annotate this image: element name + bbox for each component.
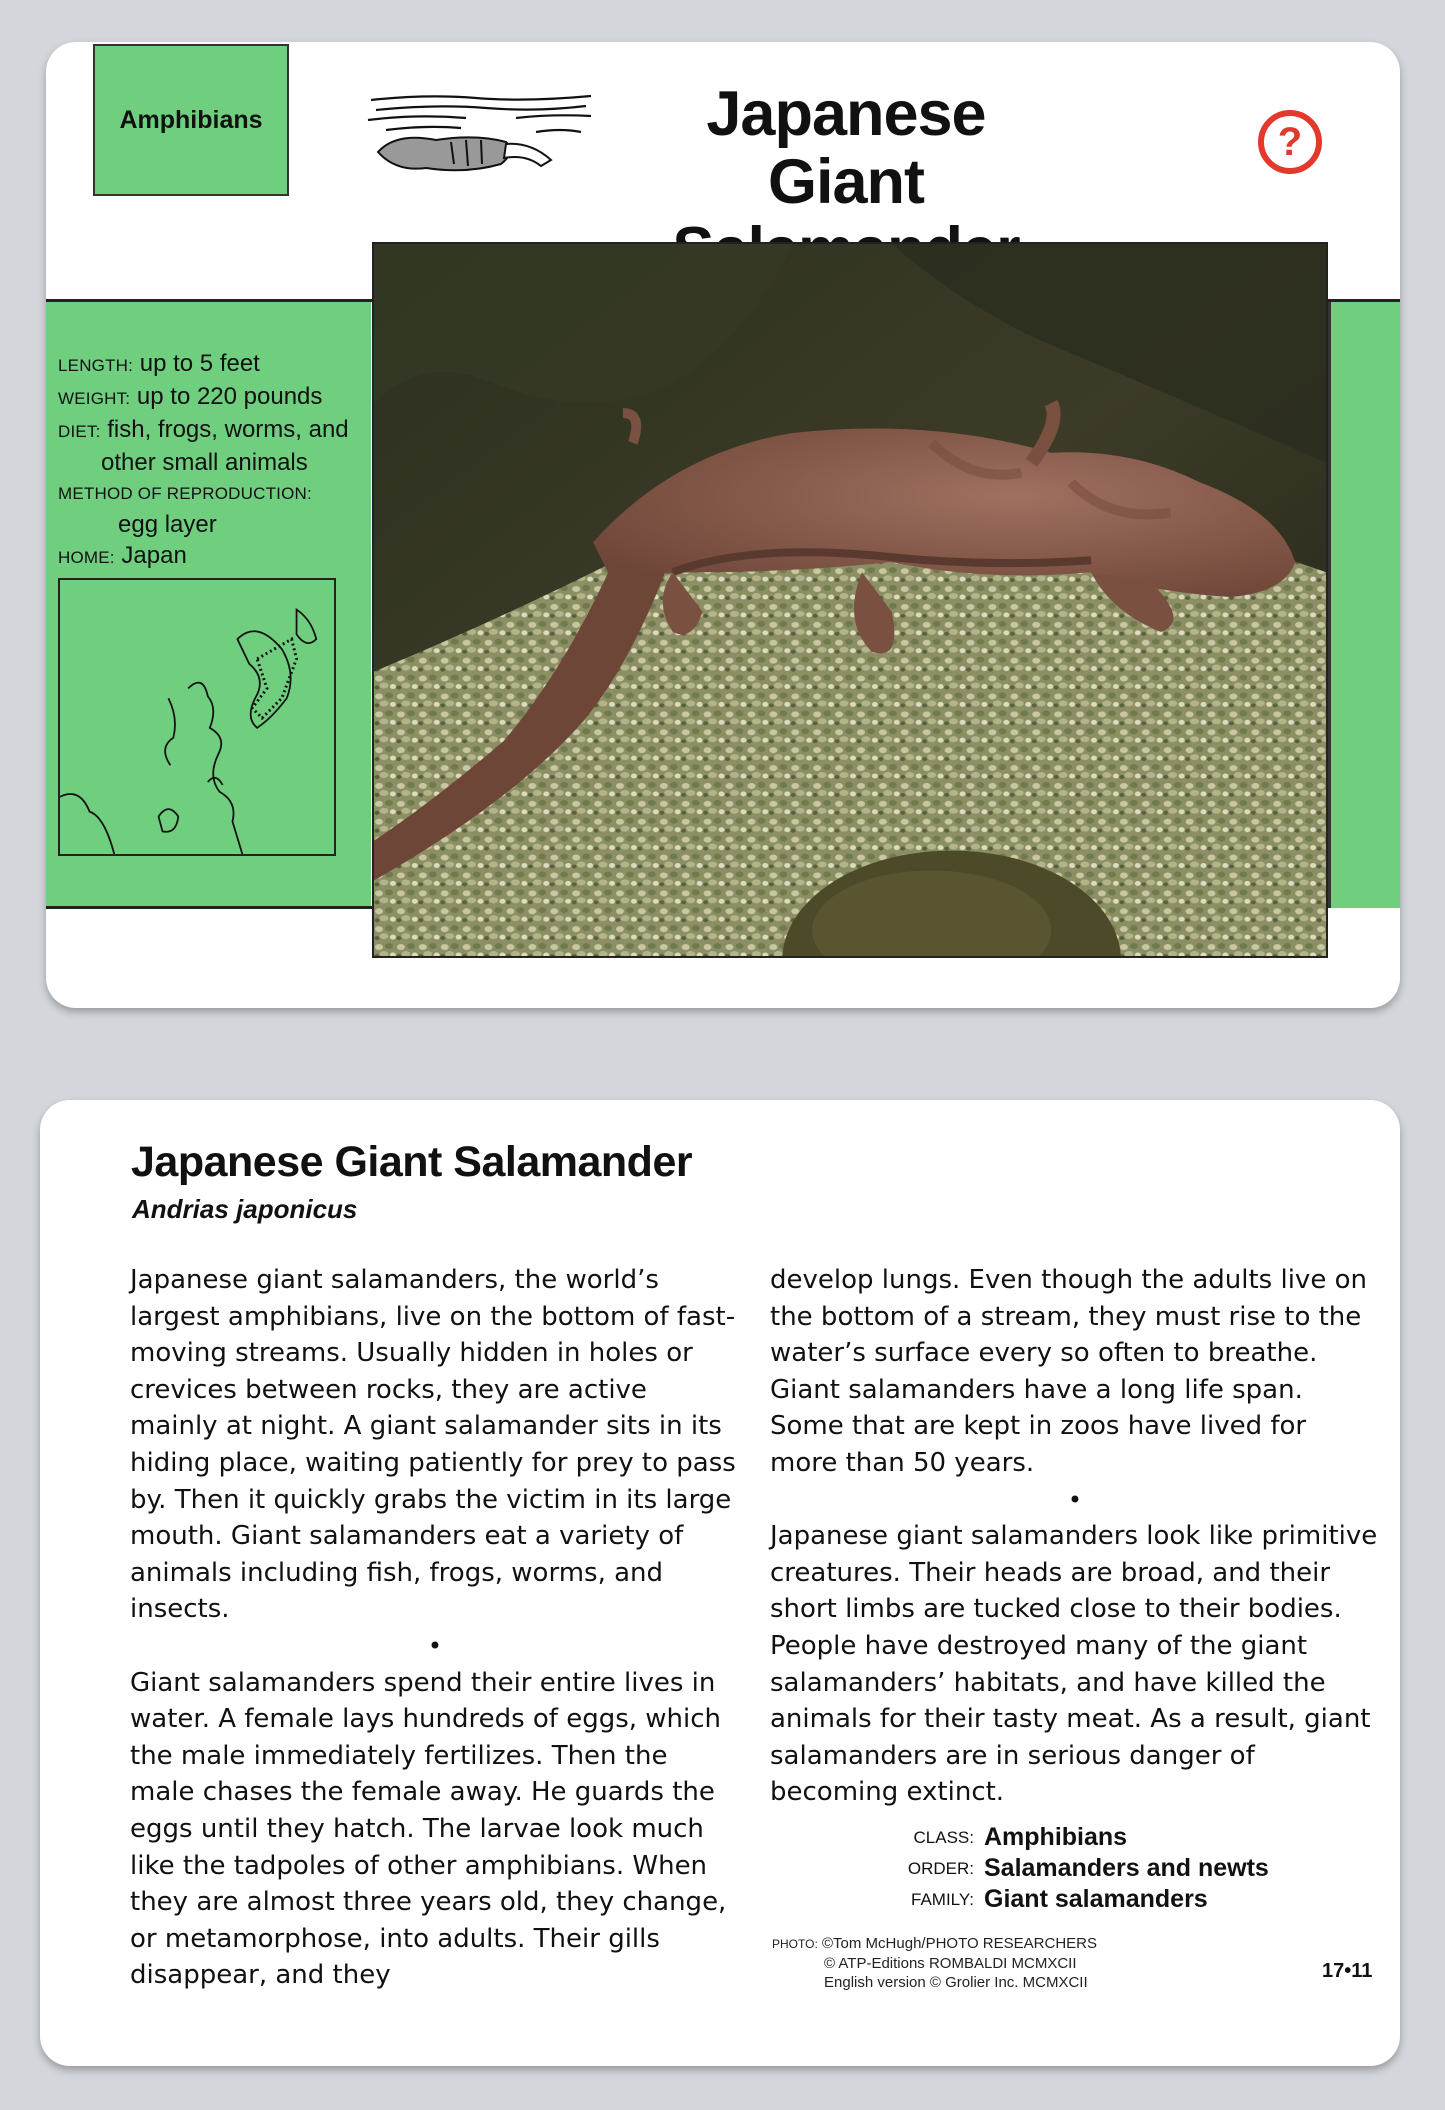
front-title: Japanese Giant xyxy=(706,79,986,217)
classification: CLASS: Amphibians ORDER: Salamanders and newts FAMILY: Giant salamanders xyxy=(907,1823,1269,1913)
paragraph: Giant salamanders spend their entire lives in water. A female lays hundreds of eggs, which the male immediately fertilizes. Then the male chases the female away. He guards the eggs until they hatch. The larvae look much like the tadpoles of other amphibians. When they are almost three years old, they change, or metamorphose, into adults. Their gills disappear, and they xyxy=(130,1667,727,1991)
salamander-photo xyxy=(372,242,1328,958)
paragraph: develop lungs. Even though the adults live on the bottom of a stream, they must rise to the water’s surface every so often to breathe. Giant salamanders have a long life span. Some that are kept in zoos have lived for more than 50 years. xyxy=(770,1265,1367,1478)
question-mark-icon[interactable]: ? xyxy=(1258,110,1322,174)
salamander-logo-icon xyxy=(366,92,596,182)
photo-credits: PHOTO: ©Tom McHugh/PHOTO RESEARCHERS © ATP-Editions ROMBALDI MCMXCII English version © Grolier Inc. MCMXCII xyxy=(772,1935,1098,1991)
card-back xyxy=(40,1100,1400,2066)
scientific-name: Andrias japonicus xyxy=(132,1194,358,1224)
range-map xyxy=(58,578,336,856)
right-band xyxy=(1328,302,1400,908)
category-label: Amphibians xyxy=(93,44,289,196)
card-front xyxy=(46,42,1400,1008)
card-number: 17•11 xyxy=(1322,1960,1373,1982)
divider xyxy=(46,906,376,909)
separator-dot: • xyxy=(427,1631,443,1660)
fact-list: LENGTH: up to 5 feet WEIGHT: up to 220 pounds DIET: fish, frogs, worms, and other small animals METHOD OF REPRODUCTION: egg layer HOME: Japan xyxy=(58,350,349,569)
paragraph: Japanese giant salamanders, the world’s largest amphibians, live on the bottom of fast-moving streams. Usually hidden in holes or crevices between rocks, they are active mainly at night. A giant salamander sits in its hiding place, waiting patiently for prey to pass by. Then it quickly grabs the victim in its large mouth. Giant salamanders eat a variety of animals including fish, frogs, worms, and insects. xyxy=(130,1265,736,1625)
text-column-left xyxy=(130,1262,740,1994)
separator-dot: • xyxy=(1067,1485,1083,1514)
paragraph: Japanese giant salamanders look like primitive creatures. Their heads are broad, and their short limbs are tucked close to their bodies. People have destroyed many of the giant salamanders’ habitats, and have killed the animals for their tasty meat. As a result, giant salamanders are in serious danger of becoming extinct. xyxy=(770,1521,1378,1808)
species-title: Japanese Giant Salamander xyxy=(131,1138,693,1186)
text-column-right xyxy=(770,1262,1380,1811)
